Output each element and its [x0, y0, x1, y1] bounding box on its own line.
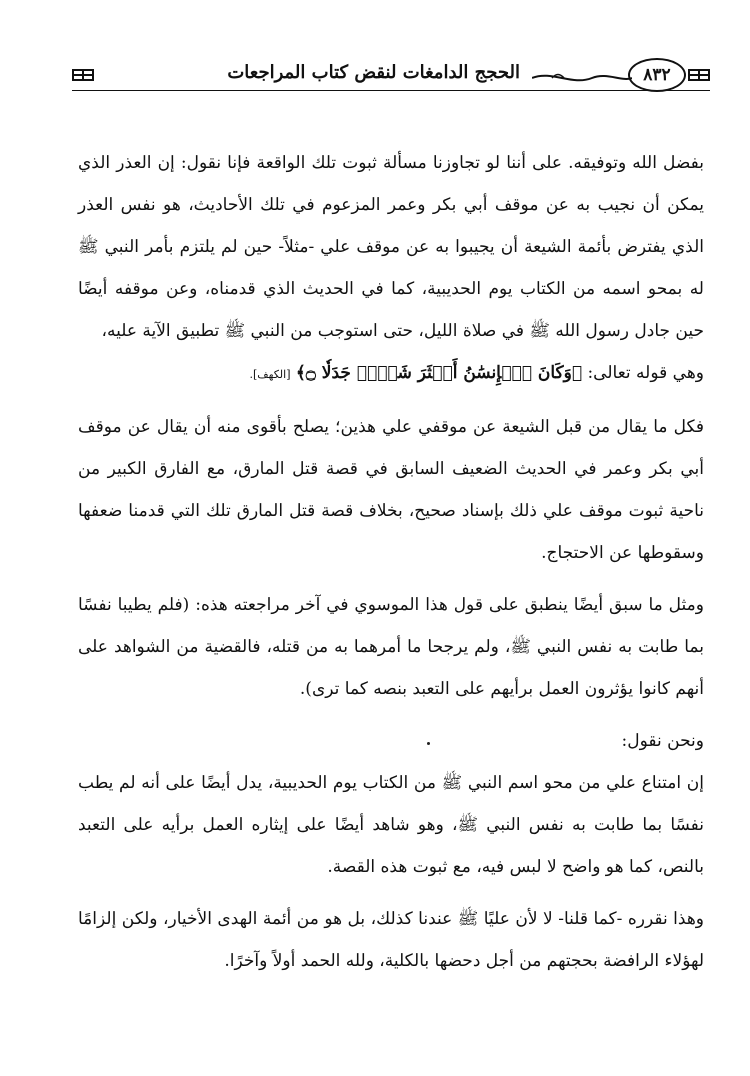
header-swirl-icon: [532, 70, 632, 86]
quran-verse: ﴿وَكَانَ ٱلۡإِنسَٰنُ أَكۡثَرَ شَيۡءٖ جَدَلٗا ۝﴾: [295, 363, 583, 383]
paragraph: فكل ما يقال من قبل الشيعة عن موقفي علي هذين؛ يصلح بأقوى منه أن يقال عن موقف أبي بكر وعمر في الحديث الضعيف السابق في قصة قتل المارق، مع الفارق الكبير من ناحية ثبوت موقف علي ذلك بإسناد صحيح، بخلاف قصة قتل المارق تلك التي قدمنا ضعفها وسقوطها عن الاحتجاج.: [78, 417, 704, 563]
header-title: الحجج الدامغات لنقض كتاب المراجعات: [227, 62, 520, 83]
verse-reference: [الكهف].: [249, 368, 291, 381]
page-number: ٨٣٢: [628, 58, 686, 92]
header-rule: [72, 90, 710, 91]
paragraph: وهذا نقرره -كما قلنا- لا لأن عليًا ﷺ عندنا كذلك، بل هو من أئمة الهدى الأخيار، ولكن إلزامًا لهؤلاء الرافضة بحجتهم من أجل دحضها بالكلية، ولله الحمد أولاً وآخرًا.: [78, 909, 704, 971]
paragraph: ومثل ما سبق أيضًا ينطبق على قول هذا الموسوي في آخر مراجعته هذه: (فلم يطيبا نفسًا بما طابت به نفس النبي ﷺ، ولم يرجحا ما أمرهما به من قتله، فالقضية من الشواهد على أنهم كانوا يؤثرون العمل برأيهم على التعبد بنصه كما ترى).: [78, 595, 704, 699]
header-ornament-left-icon: [72, 68, 94, 82]
paragraph: إن امتناع علي من محو اسم النبي ﷺ من الكتاب يوم الحديبية، يدل أيضًا على أنه لم يطب نفسًا بما طابت به نفس النبي ﷺ، وهو شاهد أيضًا على إيثاره العمل برأيه على التعبد بالنص، كما هو واضح لا لبس فيه، مع ثبوت هذه القصة.: [78, 773, 704, 877]
stray-dot: [427, 742, 430, 745]
body-text: [78, 142, 704, 982]
paragraph: ونحن نقول:: [621, 731, 704, 751]
verse-prefix: وهي قوله تعالى:: [582, 363, 704, 383]
verse-paragraph: [78, 352, 704, 396]
header-ornament-right-icon: [688, 68, 710, 82]
running-header: [72, 58, 710, 94]
paragraph: بفضل الله وتوفيقه. على أننا لو تجاوزنا مسألة ثبوت تلك الواقعة فإنا نقول: إن العذر الذي يمكن أن نجيب به عن موقف أبي بكر وعمر المزعوم في تلك الأحاديث، هو نفس العذر الذي يفترض بأئمة الشيعة أن يجيبوا به عن موقف علي -مثلاً- حين لم يلتزم بأمر النبي ﷺ له بمحو اسمه من الكتاب يوم الحديبية، كما في الحديث الذي قدمناه، وعن موقفه أيضًا حين جادل رسول الله ﷺ في صلاة الليل، حتى استوجب من النبي ﷺ تطبيق الآية عليه،: [78, 153, 704, 341]
